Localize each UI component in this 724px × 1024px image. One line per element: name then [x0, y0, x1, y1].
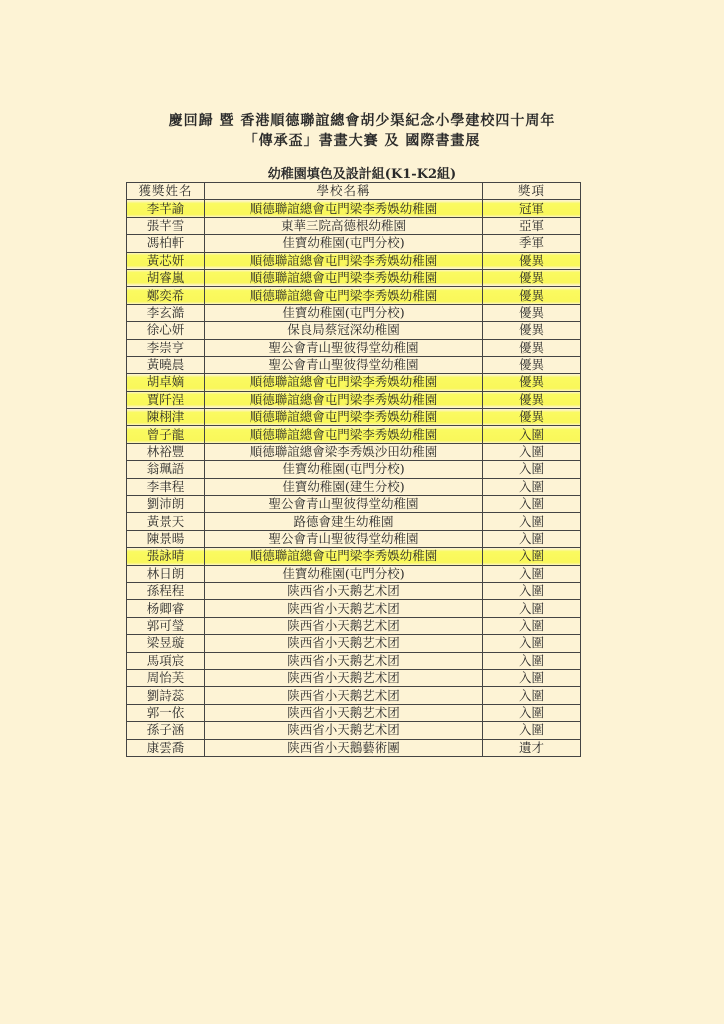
- table-row: [127, 391, 581, 408]
- table-row: [127, 722, 581, 739]
- cell-award: 入圍: [483, 513, 581, 530]
- cell-school-name: 順德聯誼總會梁李秀娛沙田幼稚園: [205, 443, 483, 460]
- table-row: [127, 304, 581, 321]
- cell-award: 優異: [483, 391, 581, 408]
- cell-award: 優異: [483, 287, 581, 304]
- cell-winner-name: 李玄澔: [127, 304, 205, 321]
- cell-award: 優異: [483, 269, 581, 286]
- cell-school-name: 保良局蔡冠深幼稚園: [205, 322, 483, 339]
- cell-award: 入圍: [483, 669, 581, 686]
- cell-school-name: 陕西省小天鵝藝術團: [205, 739, 483, 756]
- cell-school-name: 聖公會青山聖彼得堂幼稚園: [205, 496, 483, 513]
- table-row: [127, 217, 581, 234]
- table-row: [127, 269, 581, 286]
- cell-winner-name: 胡睿嵐: [127, 269, 205, 286]
- cell-winner-name: 林日朗: [127, 565, 205, 582]
- cell-award: 入圍: [483, 600, 581, 617]
- cell-award: 優異: [483, 304, 581, 321]
- table-row: [127, 687, 581, 704]
- cell-winner-name: 康雲喬: [127, 739, 205, 756]
- cell-school-name: 陕西省小天鹅艺术团: [205, 635, 483, 652]
- cell-winner-name: 林裕豐: [127, 443, 205, 460]
- cell-winner-name: 劉沛朗: [127, 496, 205, 513]
- cell-award: 入圍: [483, 652, 581, 669]
- cell-school-name: 順德聯誼總會屯門梁李秀娛幼稚園: [205, 269, 483, 286]
- cell-school-name: 順德聯誼總會屯門梁李秀娛幼稚園: [205, 409, 483, 426]
- cell-winner-name: 李崇亨: [127, 339, 205, 356]
- cell-school-name: 順德聯誼總會屯門梁李秀娛幼稚園: [205, 426, 483, 443]
- cell-school-name: 陕西省小天鹅艺术团: [205, 600, 483, 617]
- cell-award: 入圍: [483, 530, 581, 547]
- table-row: [127, 652, 581, 669]
- document-title-line-2: 「傳承盃」書畫大賽 及 國際書畫展: [243, 133, 481, 149]
- cell-winner-name: 梁昱璇: [127, 635, 205, 652]
- cell-school-name: 順德聯誼總會屯門梁李秀娛幼稚園: [205, 548, 483, 565]
- cell-school-name: 順德聯誼總會屯門梁李秀娛幼稚園: [205, 200, 483, 217]
- cell-winner-name: 周怡芙: [127, 669, 205, 686]
- table-row: [127, 287, 581, 304]
- cell-winner-name: 杨卿睿: [127, 600, 205, 617]
- cell-winner-name: 李聿程: [127, 478, 205, 495]
- cell-winner-name: 曾子龍: [127, 426, 205, 443]
- table-row: [127, 235, 581, 252]
- cell-award: 入圍: [483, 478, 581, 495]
- cell-school-name: 聖公會青山聖彼得堂幼稚園: [205, 339, 483, 356]
- cell-school-name: 佳寶幼稚園(屯門分校): [205, 565, 483, 582]
- cell-winner-name: 李芊諭: [127, 200, 205, 217]
- cell-school-name: 陕西省小天鹅艺术团: [205, 617, 483, 634]
- cell-award: 入圍: [483, 565, 581, 582]
- table-row: [127, 565, 581, 582]
- cell-winner-name: 徐心妍: [127, 322, 205, 339]
- cell-award: 季軍: [483, 235, 581, 252]
- cell-award: 入圍: [483, 722, 581, 739]
- table-row: [127, 374, 581, 391]
- header-award: 獎項: [483, 183, 581, 200]
- cell-award: 入圍: [483, 496, 581, 513]
- cell-winner-name: 胡卓嫡: [127, 374, 205, 391]
- cell-school-name: 陕西省小天鹅艺术团: [205, 652, 483, 669]
- cell-winner-name: 黃曉晨: [127, 356, 205, 373]
- table-row: [127, 200, 581, 217]
- table-row: [127, 530, 581, 547]
- cell-winner-name: 陳栩津: [127, 409, 205, 426]
- cell-school-name: 佳寶幼稚園(屯門分校): [205, 235, 483, 252]
- cell-school-name: 順德聯誼總會屯門梁李秀娛幼稚園: [205, 391, 483, 408]
- table-row: [127, 548, 581, 565]
- cell-award: 入圍: [483, 443, 581, 460]
- cell-award: 優異: [483, 322, 581, 339]
- cell-school-name: 陕西省小天鹅艺术团: [205, 722, 483, 739]
- cell-winner-name: 張芊雪: [127, 217, 205, 234]
- cell-winner-name: 孫程程: [127, 582, 205, 599]
- table-row: [127, 252, 581, 269]
- table-row: [127, 322, 581, 339]
- cell-school-name: 東華三院高德根幼稚園: [205, 217, 483, 234]
- cell-award: 入圍: [483, 582, 581, 599]
- cell-school-name: 聖公會青山聖彼得堂幼稚園: [205, 530, 483, 547]
- cell-winner-name: 翁珮語: [127, 461, 205, 478]
- cell-school-name: 佳寶幼稚園(屯門分校): [205, 461, 483, 478]
- cell-award: 入圍: [483, 461, 581, 478]
- cell-school-name: 順德聯誼總會屯門梁李秀娛幼稚園: [205, 252, 483, 269]
- cell-school-name: 陕西省小天鹅艺术团: [205, 582, 483, 599]
- table-row: [127, 426, 581, 443]
- cell-award: 優異: [483, 252, 581, 269]
- cell-school-name: 陕西省小天鹅艺术团: [205, 669, 483, 686]
- cell-award: 入圍: [483, 635, 581, 652]
- cell-award: 入圍: [483, 617, 581, 634]
- table-row: [127, 461, 581, 478]
- document-title-line-1: 慶回歸 暨 香港順德聯誼總會胡少渠紀念小學建校四十周年: [168, 113, 556, 129]
- cell-winner-name: 鄭奕希: [127, 287, 205, 304]
- cell-school-name: 順德聯誼總會屯門梁李秀娛幼稚園: [205, 287, 483, 304]
- table-header-row: [127, 183, 581, 200]
- table-row: [127, 409, 581, 426]
- cell-award: 優異: [483, 374, 581, 391]
- cell-winner-name: 劉詩蕊: [127, 687, 205, 704]
- cell-award: 優異: [483, 356, 581, 373]
- header-school: 學校名稱: [205, 183, 483, 200]
- cell-school-name: 佳寶幼稚園(屯門分校): [205, 304, 483, 321]
- cell-school-name: 陕西省小天鹅艺术团: [205, 704, 483, 721]
- cell-school-name: 路德會建生幼稚園: [205, 513, 483, 530]
- table-row: [127, 443, 581, 460]
- cell-winner-name: 馬項宸: [127, 652, 205, 669]
- cell-winner-name: 黃芯妍: [127, 252, 205, 269]
- cell-award: 優異: [483, 339, 581, 356]
- table-body: [127, 200, 581, 757]
- results-table: [126, 182, 581, 757]
- cell-winner-name: 馮柏軒: [127, 235, 205, 252]
- table-row: [127, 582, 581, 599]
- table-row: [127, 478, 581, 495]
- cell-award: 遺才: [483, 739, 581, 756]
- table-row: [127, 635, 581, 652]
- cell-winner-name: 郭可瑩: [127, 617, 205, 634]
- cell-award: 入圍: [483, 426, 581, 443]
- category-subtitle: [0, 163, 724, 182]
- cell-award: 入圍: [483, 548, 581, 565]
- cell-winner-name: 陳景暘: [127, 530, 205, 547]
- category-subtitle-text: 幼稚園填色及設計組(K1-K2組): [267, 167, 457, 182]
- table-row: [127, 600, 581, 617]
- cell-award: 入圍: [483, 687, 581, 704]
- cell-award: 亞軍: [483, 217, 581, 234]
- cell-winner-name: 黃景天: [127, 513, 205, 530]
- table-row: [127, 669, 581, 686]
- cell-winner-name: 郭一依: [127, 704, 205, 721]
- cell-school-name: 佳寶幼稚園(建生分校): [205, 478, 483, 495]
- cell-award: 優異: [483, 409, 581, 426]
- table-row: [127, 513, 581, 530]
- cell-winner-name: 賈阡浧: [127, 391, 205, 408]
- cell-winner-name: 孫子涵: [127, 722, 205, 739]
- cell-school-name: 陕西省小天鹅艺术团: [205, 687, 483, 704]
- cell-school-name: 順德聯誼總會屯門梁李秀娛幼稚園: [205, 374, 483, 391]
- cell-award: 入圍: [483, 704, 581, 721]
- table-row: [127, 704, 581, 721]
- cell-school-name: 聖公會青山聖彼得堂幼稚園: [205, 356, 483, 373]
- table-row: [127, 617, 581, 634]
- table-row: [127, 739, 581, 756]
- header-name: 獲獎姓名: [127, 183, 205, 200]
- cell-winner-name: 張詠晴: [127, 548, 205, 565]
- table-row: [127, 356, 581, 373]
- cell-award: 冠軍: [483, 200, 581, 217]
- table-row: [127, 339, 581, 356]
- table-row: [127, 496, 581, 513]
